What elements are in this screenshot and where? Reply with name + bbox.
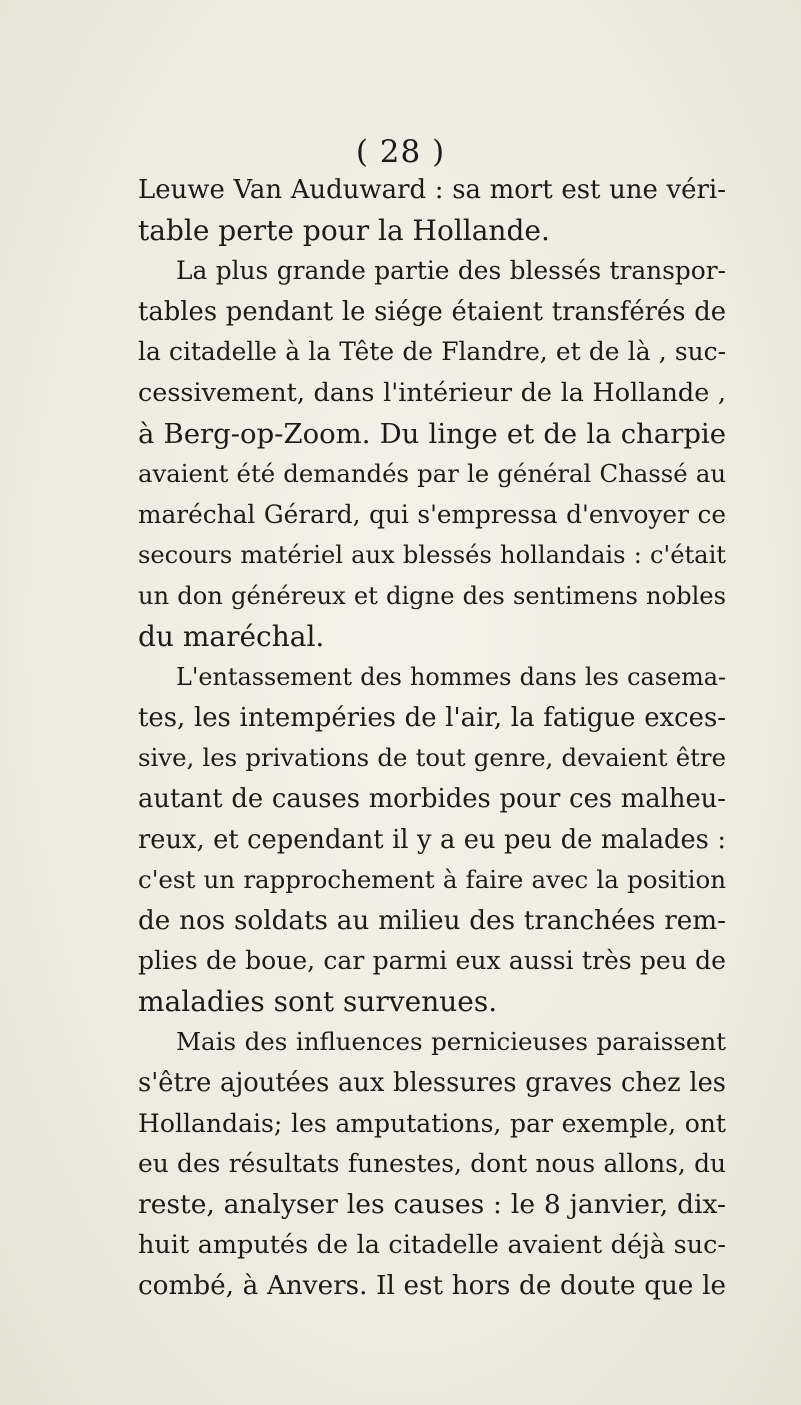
text-line: la citadelle à la Tête de Flandre, et de là , suc- [138,337,726,367]
text-line: avaient été demandés par le général Chassé au [138,459,726,489]
text-line: Mais des influences pernicieuses paraissent [176,1027,726,1057]
text-line: c'est un rapprochement à faire avec la position [138,865,726,895]
text-line: secours matériel aux blessés hollandais : c'était [138,541,726,570]
page-number: ( 28 ) [355,134,446,170]
text-line: cessivement, dans l'intérieur de la Hollande , [138,377,726,408]
text-line: reux, et cependant il y a eu peu de malades : [138,824,726,855]
text-line: tes, les intempéries de l'air, la fatigue exces- [138,702,726,733]
text-line: eu des résultats funestes, dont nous allons, du [138,1149,726,1179]
body-text [138,170,726,1307]
text-line: maladies sont survenues. [138,984,498,1018]
text-line: de nos soldats au milieu des tranchées rem- [138,905,726,936]
text-line: s'être ajoutées aux blessures graves chez les [138,1068,726,1099]
text-line: maréchal Gérard, qui s'empressa d'envoyer ce [138,499,726,529]
text-line: reste, analyser les causes : le 8 janvier, dix- [138,1188,726,1220]
text-line: L'entassement des hommes dans les casema- [176,663,726,692]
text-line: à Berg-op-Zoom. Du linge et de la charpie [138,417,726,450]
text-line: plies de boue, car parmi eux aussi très peu de [138,946,726,976]
text-line: table perte pour la Hollande. [138,213,550,247]
text-line: tables pendant le siége étaient transférés de [138,296,726,327]
text-line: du maréchal. [138,619,325,653]
text-line: La plus grande partie des blessés transpor- [176,256,726,286]
text-line: huit amputés de la citadelle avaient déjà suc- [138,1230,726,1261]
text-line: un don généreux et digne des sentimens nobles [138,581,726,610]
text-line: Leuwe Van Auduward : sa mort est une véri- [138,175,726,205]
text-line: sive, les privations de tout genre, devaient être [138,743,726,773]
text-line: autant de causes morbides pour ces malheu- [138,783,726,814]
text-line: Hollandais; les amputations, par exemple, ont [138,1108,726,1138]
text-line: combé, à Anvers. Il est hors de doute que le [138,1271,726,1302]
